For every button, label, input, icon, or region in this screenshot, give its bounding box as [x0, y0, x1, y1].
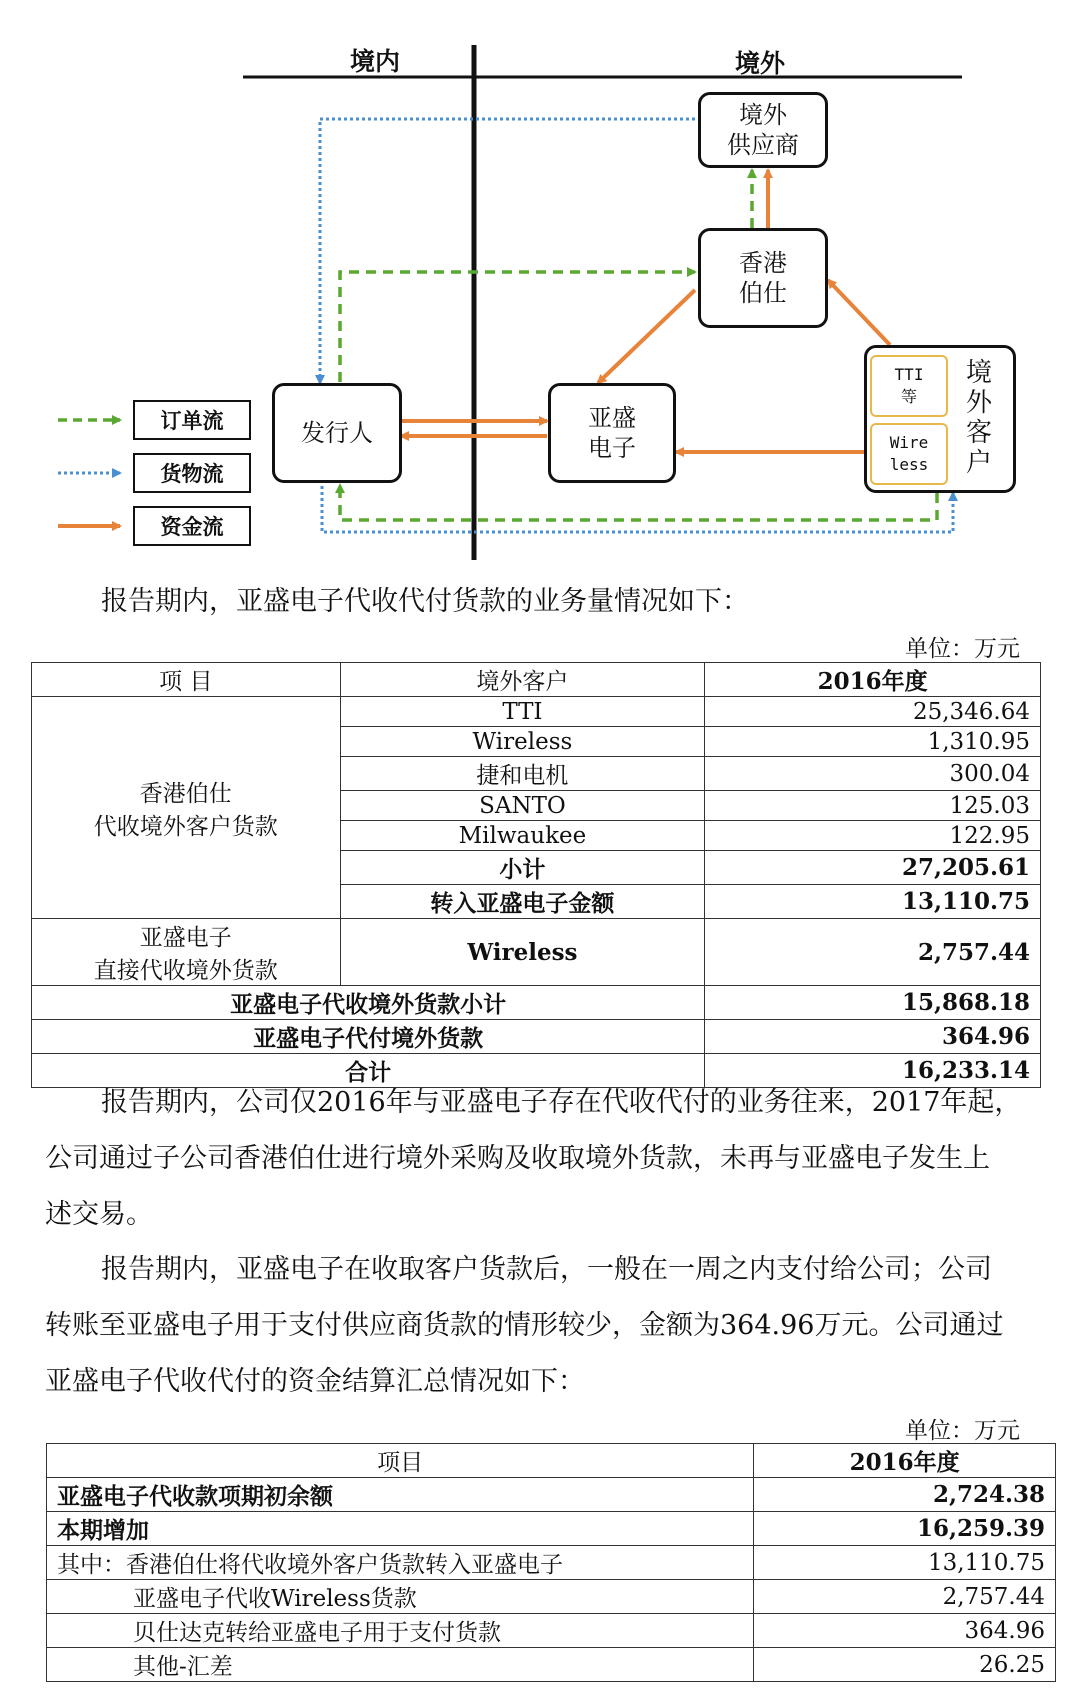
money-flow-customer-hk [828, 280, 890, 345]
table-header-row [32, 663, 1041, 697]
header-customer: 境外客户 [340, 663, 705, 697]
table-row [47, 1580, 1056, 1614]
overseas-supplier-line1: 境外 [739, 101, 787, 129]
row-label: 亚盛电子代收Wireless货款 [47, 1580, 754, 1614]
yasheng-node [548, 383, 676, 483]
total-amount: 16,233.14 [705, 1054, 1041, 1088]
customer-name: 捷和电机 [340, 757, 705, 791]
money-flow-hk-yasheng [598, 290, 695, 383]
intro-paragraph: 报告期内，亚盛电子代收代付货款的业务量情况如下： [101, 586, 749, 617]
hk-boshi-line2: 伯仕 [739, 279, 787, 307]
hk-boshi-node [698, 228, 828, 328]
table-row [47, 1546, 1056, 1580]
sum-row [32, 986, 1041, 1020]
overseas-supplier-line2: 供应商 [727, 131, 799, 159]
subtotal-amount: 27,205.61 [705, 851, 1041, 885]
yasheng-line2: 电子 [588, 434, 636, 462]
tti-line2: 等 [900, 387, 917, 406]
header-item: 项目 [47, 1444, 754, 1478]
overseas-customer-char2: 外 [965, 388, 992, 418]
domestic-label: 境内 [349, 47, 400, 76]
amount: 2,757.44 [705, 919, 1041, 986]
sum-amount: 15,868.18 [705, 986, 1041, 1020]
customer-name: SANTO [340, 791, 705, 821]
overseas-customer-char1: 境 [965, 358, 992, 388]
group2-label: 亚盛电子 直接代收境外货款 [32, 919, 341, 986]
wireless-line1: Wire [889, 433, 929, 452]
paragraph-2: 报告期内，公司仅2016年与亚盛电子存在代收代付的业务往来，2017年起， 公司通过子公司香港伯仕进行境外采购及收取境外货款，未再与亚盛电子发生上 述交易。 [45, 1087, 1022, 1230]
wireless-line2: less [889, 455, 929, 474]
table-header-row [47, 1444, 1056, 1478]
sum-row [32, 1020, 1041, 1054]
table-row [47, 1648, 1056, 1682]
group1-label: 香港伯仕 代收境外客户货款 [32, 697, 341, 919]
tti-line1: TTI [894, 365, 924, 384]
amount: 25,346.64 [705, 697, 1041, 727]
customer-name: Wireless [340, 727, 705, 757]
row-amount: 13,110.75 [754, 1546, 1056, 1580]
amount: 1,310.95 [705, 727, 1041, 757]
row-label: 其他-汇差 [47, 1648, 754, 1682]
amount: 122.95 [705, 821, 1041, 851]
amount: 125.03 [705, 791, 1041, 821]
row-label: 亚盛电子代收款项期初余额 [47, 1478, 754, 1512]
yasheng-line1: 亚盛 [588, 404, 636, 432]
legend-order: 订单流 [133, 400, 251, 440]
sum-amount: 364.96 [705, 1020, 1041, 1054]
overseas-customer-char4: 户 [965, 448, 992, 478]
customer-name: TTI [340, 697, 705, 727]
table-settlement-summary [46, 1443, 1056, 1682]
sum-label: 亚盛电子代付境外货款 [32, 1020, 705, 1054]
order-flow-customer-issuer [340, 485, 937, 520]
legend-money: 资金流 [133, 506, 251, 546]
row-label: 本期增加 [47, 1512, 754, 1546]
customer-name: Milwaukee [340, 821, 705, 851]
sum-label: 亚盛电子代收境外货款小计 [32, 986, 705, 1020]
table-business-volume [31, 662, 1041, 1088]
header-year: 2016年度 [754, 1444, 1056, 1478]
issuer-label: 发行人 [301, 419, 373, 447]
wireless-subnode [870, 423, 948, 485]
row-amount: 364.96 [754, 1614, 1056, 1648]
table-row [47, 1478, 1056, 1512]
overseas-customer-label [962, 358, 996, 478]
subtotal-label: 小计 [340, 851, 705, 885]
legend-goods: 货物流 [133, 453, 251, 493]
transfer-label: 转入亚盛电子金额 [340, 885, 705, 919]
total-label: 合计 [32, 1054, 705, 1088]
row-amount: 16,259.39 [754, 1512, 1056, 1546]
header-year: 2016年度 [705, 663, 1041, 697]
header-item: 项 目 [32, 663, 341, 697]
row-label: 其中：香港伯仕将代收境外客户货款转入亚盛电子 [47, 1546, 754, 1580]
table-row [47, 1614, 1056, 1648]
hk-boshi-line1: 香港 [739, 249, 787, 277]
issuer-node [272, 383, 402, 483]
row-amount: 2,757.44 [754, 1580, 1056, 1614]
paragraph-3: 报告期内，亚盛电子在收取客户货款后，一般在一周之内支付给公司；公司 转账至亚盛电子用于支付供应商货款的情形较少，金额为364.96万元。公司通过 亚盛电子代收代付的资金结算汇总情况如下： [45, 1254, 1004, 1397]
customer-name: Wireless [340, 919, 705, 986]
goods-flow-bottom [322, 486, 953, 532]
transfer-amount: 13,110.75 [705, 885, 1041, 919]
tti-subnode [870, 355, 948, 417]
unit-label-1: 单位：万元 [905, 636, 1020, 662]
amount: 300.04 [705, 757, 1041, 791]
overseas-customer-char3: 客 [965, 418, 992, 448]
row-label: 贝仕达克转给亚盛电子用于支付货款 [47, 1614, 754, 1648]
table-row [47, 1512, 1056, 1546]
flow-diagram [0, 0, 1080, 570]
unit-label-2: 单位：万元 [905, 1418, 1020, 1444]
table-row [32, 697, 1041, 727]
group2-row [32, 919, 1041, 986]
overseas-supplier-node [698, 92, 828, 168]
overseas-label: 境外 [734, 49, 785, 78]
row-amount: 26.25 [754, 1648, 1056, 1682]
row-amount: 2,724.38 [754, 1478, 1056, 1512]
order-flow-issuer-hk [340, 272, 695, 382]
